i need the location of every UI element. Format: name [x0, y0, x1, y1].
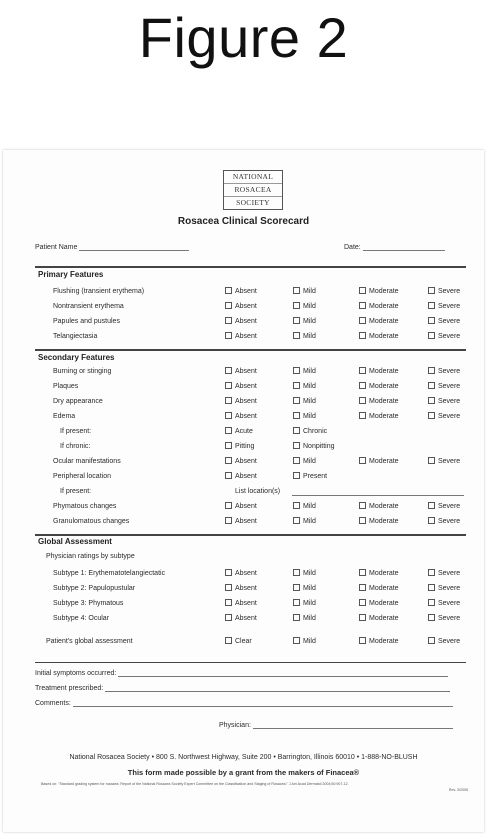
option-label: Nonpitting — [303, 443, 335, 450]
option-checkbox[interactable] — [293, 411, 316, 423]
checkbox-icon[interactable] — [359, 637, 366, 644]
option-checkbox[interactable] — [225, 568, 257, 580]
option-checkbox[interactable] — [293, 301, 316, 313]
option-checkbox[interactable] — [225, 396, 257, 408]
option-checkbox[interactable] — [293, 366, 316, 378]
checkbox-icon[interactable] — [293, 397, 300, 404]
option-checkbox[interactable] — [293, 613, 316, 625]
checkbox-icon[interactable] — [293, 614, 300, 621]
checkbox-icon[interactable] — [293, 599, 300, 606]
row-label: If present: — [60, 488, 92, 495]
option-label: Chronic — [303, 428, 328, 435]
option-checkbox[interactable] — [293, 426, 327, 438]
initial-symptoms-line[interactable] — [118, 668, 448, 677]
option-checkbox[interactable] — [359, 568, 399, 580]
initial-symptoms-label: Initial symptoms occurred: — [35, 670, 117, 677]
initial-symptoms-field[interactable] — [35, 668, 448, 677]
scorecard-title: Rosacea Clinical Scorecard — [177, 216, 310, 227]
physician-field[interactable] — [219, 720, 453, 729]
rating-row — [3, 411, 484, 423]
row-label: Edema — [53, 413, 76, 420]
option-checkbox[interactable] — [428, 331, 460, 343]
option-label: Mild — [303, 638, 316, 645]
option-label: Severe — [438, 413, 461, 420]
figure-title: Figure 2 — [138, 6, 349, 69]
checkbox-icon[interactable] — [225, 397, 232, 404]
physician-line[interactable] — [253, 720, 453, 729]
option-label: Moderate — [369, 333, 399, 340]
rating-row — [3, 426, 484, 438]
checkbox-icon[interactable] — [225, 517, 232, 524]
checkbox-icon[interactable] — [428, 332, 435, 339]
primary-features-heading: Primary Features — [38, 270, 104, 279]
date-line[interactable] — [363, 242, 445, 251]
option-label: Present — [303, 473, 328, 480]
checkbox-icon[interactable] — [293, 332, 300, 339]
rating-row — [3, 301, 484, 313]
checkbox-icon[interactable] — [428, 382, 435, 389]
checkbox-icon[interactable] — [359, 614, 366, 621]
option-checkbox[interactable] — [293, 441, 335, 453]
option-label: Severe — [438, 600, 461, 607]
option-label: Moderate — [369, 518, 399, 525]
row-label: Papules and pustules — [53, 318, 120, 325]
rating-row — [3, 381, 484, 393]
rating-row — [3, 598, 484, 610]
option-checkbox[interactable] — [428, 568, 460, 580]
option-label: Absent — [235, 600, 257, 607]
checkbox-icon[interactable] — [359, 517, 366, 524]
option-label: Mild — [303, 333, 316, 340]
option-checkbox[interactable] — [293, 456, 316, 468]
checkbox-icon[interactable] — [293, 569, 300, 576]
checkbox-icon[interactable] — [359, 332, 366, 339]
rating-row — [3, 568, 484, 580]
checkbox-icon[interactable] — [225, 382, 232, 389]
option-label: Absent — [235, 518, 257, 525]
option-checkbox[interactable] — [359, 501, 399, 513]
row-label: Subtype 4: Ocular — [53, 615, 110, 622]
row-label: Flushing (transient erythema) — [53, 288, 145, 295]
checkbox-icon[interactable] — [225, 332, 232, 339]
checkbox-icon[interactable] — [359, 502, 366, 509]
row-label: Dry appearance — [53, 398, 103, 405]
rating-row — [3, 486, 484, 498]
option-label: Absent — [235, 303, 257, 310]
option-label: Absent — [235, 383, 257, 390]
citation-text: Based on: "Standard grading system for rosacea: Report of the National Rosacea Society Expert Committee on the Classification and Staging of Rosacea." J Am Acad Dermatol 2004;50:907-12. — [41, 782, 349, 786]
checkbox-icon[interactable] — [293, 637, 300, 644]
option-checkbox[interactable] — [293, 501, 316, 513]
option-checkbox[interactable] — [428, 381, 460, 393]
checkbox-icon[interactable] — [293, 367, 300, 374]
physician-label: Physician: — [219, 722, 251, 729]
option-label: Absent — [235, 318, 257, 325]
row-label: Ocular manifestations — [53, 458, 121, 465]
option-checkbox[interactable] — [359, 286, 399, 298]
option-label: Moderate — [369, 413, 399, 420]
secondary-features-heading: Secondary Features — [38, 353, 115, 362]
option-checkbox[interactable] — [225, 381, 257, 393]
rating-row — [3, 456, 484, 468]
rating-row — [3, 366, 484, 378]
row-label: Peripheral location — [53, 473, 111, 480]
option-checkbox[interactable] — [225, 366, 257, 378]
rating-row — [3, 583, 484, 595]
option-label: Moderate — [369, 503, 399, 510]
checkbox-icon[interactable] — [225, 302, 232, 309]
option-checkbox[interactable] — [225, 316, 257, 328]
option-label: Acute — [235, 428, 253, 435]
option-checkbox[interactable] — [293, 471, 327, 483]
option-checkbox[interactable] — [359, 301, 399, 313]
option-label: Mild — [303, 570, 316, 577]
checkbox-icon[interactable] — [293, 457, 300, 464]
option-checkbox[interactable] — [225, 301, 257, 313]
option-label: Moderate — [369, 600, 399, 607]
option-label: Severe — [438, 638, 461, 645]
option-label: Absent — [235, 333, 257, 340]
option-label: Severe — [438, 585, 461, 592]
option-label: Pitting — [235, 443, 255, 450]
option-label: Moderate — [369, 615, 399, 622]
option-checkbox[interactable] — [225, 286, 257, 298]
option-checkbox[interactable] — [359, 598, 399, 610]
option-label: Moderate — [369, 383, 399, 390]
row-label: If chronic: — [60, 443, 91, 450]
checkbox-icon[interactable] — [428, 637, 435, 644]
global-subheading-row — [3, 551, 484, 563]
checkbox-icon[interactable] — [428, 569, 435, 576]
comments-label: Comments: — [35, 700, 71, 707]
option-label: Absent — [235, 458, 257, 465]
option-checkbox[interactable] — [225, 636, 252, 648]
checkbox-icon[interactable] — [293, 427, 300, 434]
logo-line: ROSACEA — [224, 184, 282, 197]
checkbox-icon[interactable] — [293, 302, 300, 309]
rating-row — [3, 441, 484, 453]
option-label: Severe — [438, 288, 461, 295]
option-label: Moderate — [369, 303, 399, 310]
option-checkbox[interactable] — [428, 598, 460, 610]
divider — [35, 662, 466, 663]
option-label: Mild — [303, 383, 316, 390]
option-label: Mild — [303, 600, 316, 607]
form-code: Rev. 3/2005 — [448, 788, 468, 792]
treatment-line[interactable] — [105, 683, 450, 692]
checkbox-icon[interactable] — [359, 382, 366, 389]
checkbox-icon[interactable] — [359, 287, 366, 294]
row-label: Burning or stinging — [53, 368, 112, 375]
option-label: Absent — [235, 413, 257, 420]
divider — [35, 534, 466, 536]
comments-field[interactable] — [35, 698, 453, 707]
rating-row — [3, 516, 484, 528]
checkbox-icon[interactable] — [293, 412, 300, 419]
option-label: Severe — [438, 318, 461, 325]
checkbox-icon[interactable] — [428, 317, 435, 324]
option-checkbox[interactable] — [359, 396, 399, 408]
option-label: Absent — [235, 585, 257, 592]
checkbox-icon[interactable] — [225, 614, 232, 621]
option-checkbox[interactable] — [293, 286, 316, 298]
option-label: Absent — [235, 615, 257, 622]
checkbox-icon[interactable] — [359, 584, 366, 591]
option-label: Mild — [303, 398, 316, 405]
option-checkbox[interactable] — [225, 471, 257, 483]
checkbox-icon[interactable] — [225, 367, 232, 374]
option-checkbox[interactable] — [359, 516, 399, 528]
option-label: Mild — [303, 503, 316, 510]
checkbox-icon[interactable] — [359, 302, 366, 309]
checkbox-icon[interactable] — [225, 427, 232, 434]
option-label: Severe — [438, 518, 461, 525]
checkbox-icon[interactable] — [293, 287, 300, 294]
option-checkbox[interactable] — [225, 456, 257, 468]
checkbox-icon[interactable] — [359, 397, 366, 404]
option-label: Severe — [438, 398, 461, 405]
checkbox-icon[interactable] — [225, 637, 232, 644]
divider — [35, 349, 466, 351]
option-checkbox[interactable] — [225, 501, 257, 513]
option-label: Absent — [235, 398, 257, 405]
logo-line: SOCIETY — [236, 198, 270, 207]
option-checkbox[interactable] — [225, 411, 257, 423]
option-checkbox[interactable] — [293, 331, 316, 343]
checkbox-icon[interactable] — [428, 412, 435, 419]
option-label: Mild — [303, 303, 316, 310]
row-label: Phymatous changes — [53, 503, 117, 510]
option-checkbox[interactable] — [428, 456, 460, 468]
option-checkbox[interactable] — [359, 583, 399, 595]
checkbox-icon[interactable] — [359, 367, 366, 374]
society-address: National Rosacea Society • 800 S. Northwest Highway, Suite 200 • Barrington, Illinois 60010 • 1-888-NO-BLUSH — [69, 754, 418, 761]
option-checkbox[interactable] — [428, 636, 460, 648]
checkbox-icon[interactable] — [428, 302, 435, 309]
date-field[interactable] — [344, 242, 445, 251]
option-label: Mild — [303, 368, 316, 375]
option-checkbox[interactable] — [428, 366, 460, 378]
row-label: Subtype 1: Erythematotelangiectatic — [53, 570, 166, 577]
option-label: Moderate — [369, 585, 399, 592]
list-location-line[interactable] — [292, 495, 464, 496]
patient-name-line[interactable] — [79, 242, 189, 251]
checkbox-icon[interactable] — [428, 457, 435, 464]
checkbox-icon[interactable] — [225, 584, 232, 591]
logo-line: NATIONAL — [224, 171, 282, 184]
checkbox-icon[interactable] — [359, 317, 366, 324]
row-label: Subtype 3: Phymatous — [53, 600, 124, 607]
option-label: Severe — [438, 383, 461, 390]
checkbox-icon[interactable] — [225, 569, 232, 576]
row-label: Nontransient erythema — [53, 303, 124, 310]
option-label: Moderate — [369, 570, 399, 577]
option-label: Mild — [303, 288, 316, 295]
option-checkbox[interactable] — [359, 456, 399, 468]
checkbox-icon[interactable] — [428, 287, 435, 294]
option-checkbox[interactable] — [225, 613, 257, 625]
global-subheading: Physician ratings by subtype — [46, 553, 135, 560]
treatment-field[interactable] — [35, 683, 450, 692]
comments-line[interactable] — [73, 698, 453, 707]
option-checkbox[interactable] — [225, 441, 254, 453]
option-label: Clear — [235, 638, 252, 645]
option-label: Severe — [438, 458, 461, 465]
option-label: Moderate — [369, 638, 399, 645]
option-checkbox[interactable] — [225, 598, 257, 610]
option-label: Mild — [303, 318, 316, 325]
option-checkbox[interactable] — [359, 381, 399, 393]
checkbox-icon[interactable] — [428, 397, 435, 404]
row-label: Plaques — [53, 383, 79, 390]
checkbox-icon[interactable] — [428, 367, 435, 374]
option-label: Mild — [303, 585, 316, 592]
checkbox-icon[interactable] — [428, 517, 435, 524]
option-label: Moderate — [369, 458, 399, 465]
checkbox-icon[interactable] — [428, 614, 435, 621]
checkbox-icon[interactable] — [359, 457, 366, 464]
checkbox-icon[interactable] — [225, 442, 232, 449]
option-label: Mild — [303, 615, 316, 622]
option-checkbox[interactable] — [359, 411, 399, 423]
option-label: Absent — [235, 288, 257, 295]
option-label: Severe — [438, 615, 461, 622]
option-checkbox[interactable] — [428, 316, 460, 328]
option-label: Absent — [235, 368, 257, 375]
option-checkbox[interactable] — [293, 598, 316, 610]
checkbox-icon[interactable] — [293, 472, 300, 479]
checkbox-icon[interactable] — [293, 317, 300, 324]
row-label: Subtype 2: Papulopustular — [53, 585, 136, 592]
date-label: Date: — [344, 244, 361, 251]
checkbox-icon[interactable] — [293, 584, 300, 591]
option-label: Severe — [438, 570, 461, 577]
row-label: Telangiectasia — [53, 333, 98, 340]
option-checkbox[interactable] — [359, 366, 399, 378]
checkbox-icon[interactable] — [359, 599, 366, 606]
option-label: Moderate — [369, 288, 399, 295]
checkbox-icon[interactable] — [225, 287, 232, 294]
checkbox-icon[interactable] — [293, 517, 300, 524]
rating-row — [3, 316, 484, 328]
option-checkbox[interactable] — [225, 331, 257, 343]
option-checkbox[interactable] — [428, 301, 460, 313]
checkbox-icon[interactable] — [225, 599, 232, 606]
option-checkbox[interactable] — [225, 516, 257, 528]
option-checkbox[interactable] — [293, 516, 316, 528]
option-label: Absent — [235, 503, 257, 510]
option-checkbox[interactable] — [428, 501, 460, 513]
rating-row — [3, 613, 484, 625]
checkbox-icon[interactable] — [359, 412, 366, 419]
option-checkbox[interactable] — [428, 583, 460, 595]
rating-row — [3, 471, 484, 483]
checkbox-icon[interactable] — [428, 599, 435, 606]
row-label: Patient's global assessment — [46, 638, 133, 645]
patient-name-label: Patient Name — [35, 244, 78, 251]
society-logo — [223, 170, 283, 210]
checkbox-icon[interactable] — [225, 502, 232, 509]
option-checkbox[interactable] — [225, 583, 257, 595]
checkbox-icon[interactable] — [225, 457, 232, 464]
checkbox-icon[interactable] — [225, 472, 232, 479]
option-checkbox[interactable] — [428, 411, 460, 423]
grant-statement: This form made possible by a grant from the makers of Finacea® — [127, 768, 360, 777]
option-label: Severe — [438, 303, 461, 310]
divider — [35, 266, 466, 268]
option-checkbox[interactable] — [293, 583, 316, 595]
option-checkbox[interactable] — [428, 396, 460, 408]
checkbox-icon[interactable] — [293, 442, 300, 449]
option-label: Mild — [303, 413, 316, 420]
option-label: Moderate — [369, 398, 399, 405]
list-location-label: List location(s) — [235, 488, 281, 495]
rating-row — [3, 501, 484, 513]
option-checkbox[interactable] — [428, 613, 460, 625]
option-label: Mild — [303, 518, 316, 525]
rating-row — [3, 331, 484, 343]
option-label: Absent — [235, 570, 257, 577]
row-label: Granulomatous changes — [53, 518, 130, 525]
option-checkbox[interactable] — [293, 316, 316, 328]
checkbox-icon[interactable] — [359, 569, 366, 576]
option-label: Severe — [438, 333, 461, 340]
option-label: Severe — [438, 368, 461, 375]
row-label: If present: — [60, 428, 92, 435]
scorecard-sheet — [3, 150, 484, 832]
checkbox-icon[interactable] — [225, 412, 232, 419]
option-checkbox[interactable] — [359, 636, 399, 648]
treatment-label: Treatment prescribed: — [35, 685, 104, 692]
option-checkbox[interactable] — [293, 568, 316, 580]
option-checkbox[interactable] — [225, 426, 253, 438]
option-label: Mild — [303, 458, 316, 465]
rating-row — [3, 396, 484, 408]
option-label: Moderate — [369, 368, 399, 375]
checkbox-icon[interactable] — [293, 502, 300, 509]
rating-row — [3, 286, 484, 298]
checkbox-icon[interactable] — [293, 382, 300, 389]
option-label: Severe — [438, 503, 461, 510]
checkbox-icon[interactable] — [225, 317, 232, 324]
checkbox-icon[interactable] — [428, 502, 435, 509]
option-checkbox[interactable] — [293, 396, 316, 408]
option-checkbox[interactable] — [359, 613, 399, 625]
option-checkbox[interactable] — [359, 331, 399, 343]
option-checkbox[interactable] — [293, 381, 316, 393]
global-assessment-heading: Global Assessment — [38, 537, 112, 546]
option-label: Moderate — [369, 318, 399, 325]
checkbox-icon[interactable] — [428, 584, 435, 591]
option-checkbox[interactable] — [359, 316, 399, 328]
option-checkbox[interactable] — [428, 286, 460, 298]
option-checkbox[interactable] — [428, 516, 460, 528]
patient-global-row — [3, 636, 484, 648]
patient-name-field[interactable] — [35, 242, 189, 251]
option-checkbox[interactable] — [293, 636, 316, 648]
option-label: Absent — [235, 473, 257, 480]
